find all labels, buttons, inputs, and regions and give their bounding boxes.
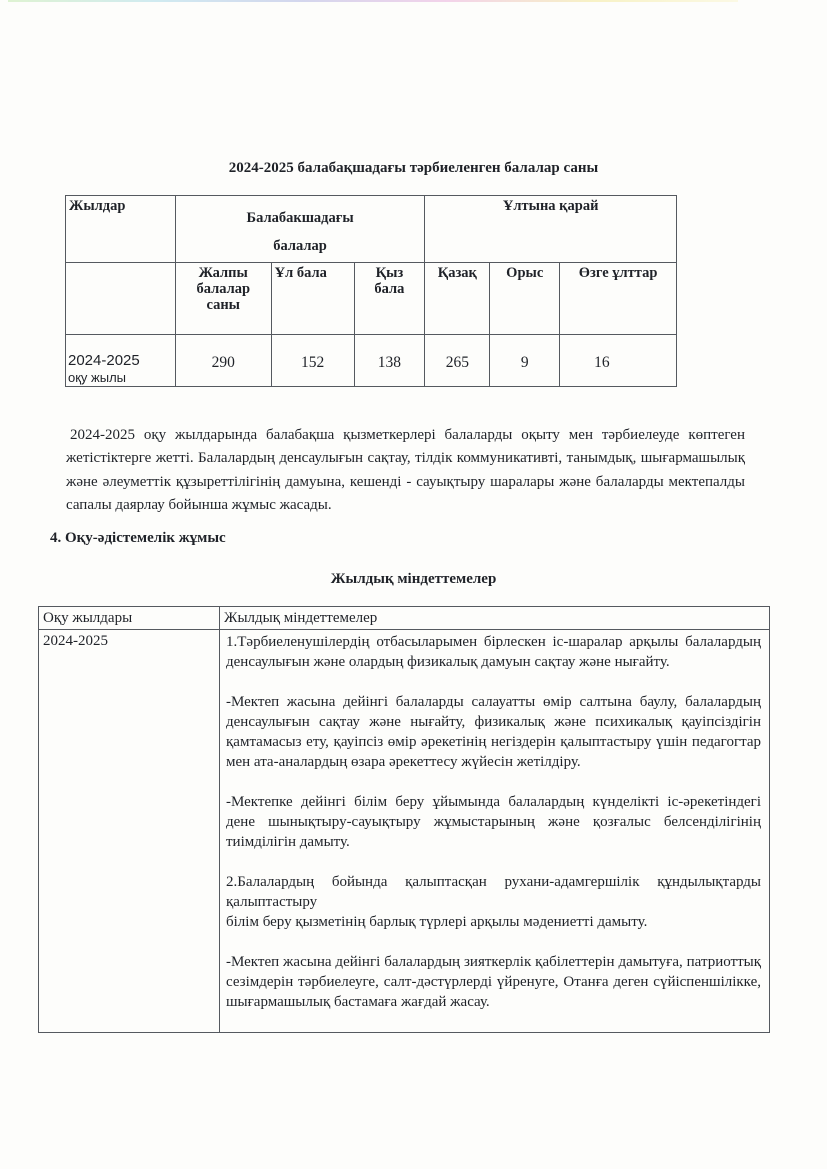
task-item: 1.Тәрбиеленушілердің отбасыларымен бірлескен іс-шаралар арқылы балалардың денсаулығын және олардың физикалық дамуын сақтау және нығайту. [226,634,761,670]
header-kindergarten-line2: балалар [273,238,327,254]
tasks-header-row [39,607,770,630]
task-item: -Мектеп жасына дейінгі балалардың зияткерлік қабілеттерін дамытуға, патриоттық сезімдерін тәрбиелеуге, салт-дәстүрлерді үйренуге, Отанға деген сүйіспеншілікке, шығармашылық бастамаға жағдай жасау. [226,954,761,1010]
header-years: Жылдар [66,196,176,263]
header-total [175,263,271,335]
header-total-line3: саны [206,297,241,313]
task-item: -Мектеп жасына дейінгі балаларды салауатты өмір салтына баулу, балалардың денсаулығын сақтау және нығайту, физикалық және психикалық қауіпсіздігін қамтамасыз ету, қауіпсіз өмір әрекетінің негіздерін қалыптастыру үшін педагогтар мен ата-аналардың өзара әрекеттесу жүйесін жетілдіру. [226,694,761,770]
cell-tasks [220,630,770,1033]
cell-year-line2: оқу жылы [68,370,126,385]
header-other: Өзге ұлттар [560,263,677,335]
header-girls-line1: Қыз [375,265,404,281]
task-item: білім беру қызметінің барлық түрлері арқылы мәдениетті дамыту. [226,914,648,930]
header-kindergarten-children [175,196,425,263]
header-by-nationality: Ұлтына қарай [425,196,677,263]
header-boys: Ұл бала [271,263,354,335]
header-girls [354,263,425,335]
cell-russian: 9 [490,335,560,387]
enrollment-header-row-1 [66,196,677,263]
table-row [66,335,677,387]
section-heading: 4. Оқу-әдістемелік жұмыс [50,530,226,546]
cell-other: 16 [560,335,677,387]
cell-year [66,335,176,387]
cell-total: 290 [175,335,271,387]
task-item: 2.Балалардың бойында қалыптасқан рухани-адамгершілік құндылықтарды қалыптастыру [226,874,761,910]
enrollment-header-row-2 [66,263,677,335]
task-item: -Мектепке дейінгі білім беру ұйымында балалардың күнделікті іс-әрекетіндегі дене шынықтыру-сауықтыру жұмыстарының және қозғалыс белсенділігінің тиімділігін дамыту. [226,794,761,850]
header-total-line1: Жалпы [198,265,248,281]
enrollment-table [65,195,677,387]
header-girls-line2: бала [374,281,405,297]
header-russian: Орыс [490,263,560,335]
header-annual-tasks: Жылдық міндеттемелер [220,607,770,630]
summary-paragraph [66,400,745,518]
enrollment-table-title: 2024-2025 балабақшадағы тәрбиеленген балалар саны [228,160,599,176]
summary-text: 2024-2025 оқу жылдарында балабақша қызметкерлері балаларды оқыту мен тәрбиелеуде көптеген жетістіктерге жетті. Балалардың денсаулығын сақтау, тілдік коммуникативті, танымдық, шығармашылық және әлеуметтік құзыреттілігінің дамуына, кешенді - сауықтыру шаралары және балаларды мектепалды сапалы даярлау бойынша жұмыс жасады. [66,426,745,513]
cell-boys: 152 [271,335,354,387]
cell-year-line1: 2024-2025 [68,352,140,369]
header-empty [66,263,176,335]
header-kazakh: Қазақ [425,263,490,335]
table-row [39,630,770,1033]
cell-study-year: 2024-2025 [39,630,220,1033]
tasks-table-title: Жылдық міндеттемелер [330,571,497,587]
tasks-table [38,606,770,1033]
header-total-line2: балалар [196,281,251,297]
header-study-years: Оқу жылдары [39,607,220,630]
cell-girls: 138 [354,335,425,387]
header-kindergarten-line1: Балабакшадағы [246,210,354,226]
scan-edge-artifact [8,0,738,2]
cell-kazakh: 265 [425,335,490,387]
